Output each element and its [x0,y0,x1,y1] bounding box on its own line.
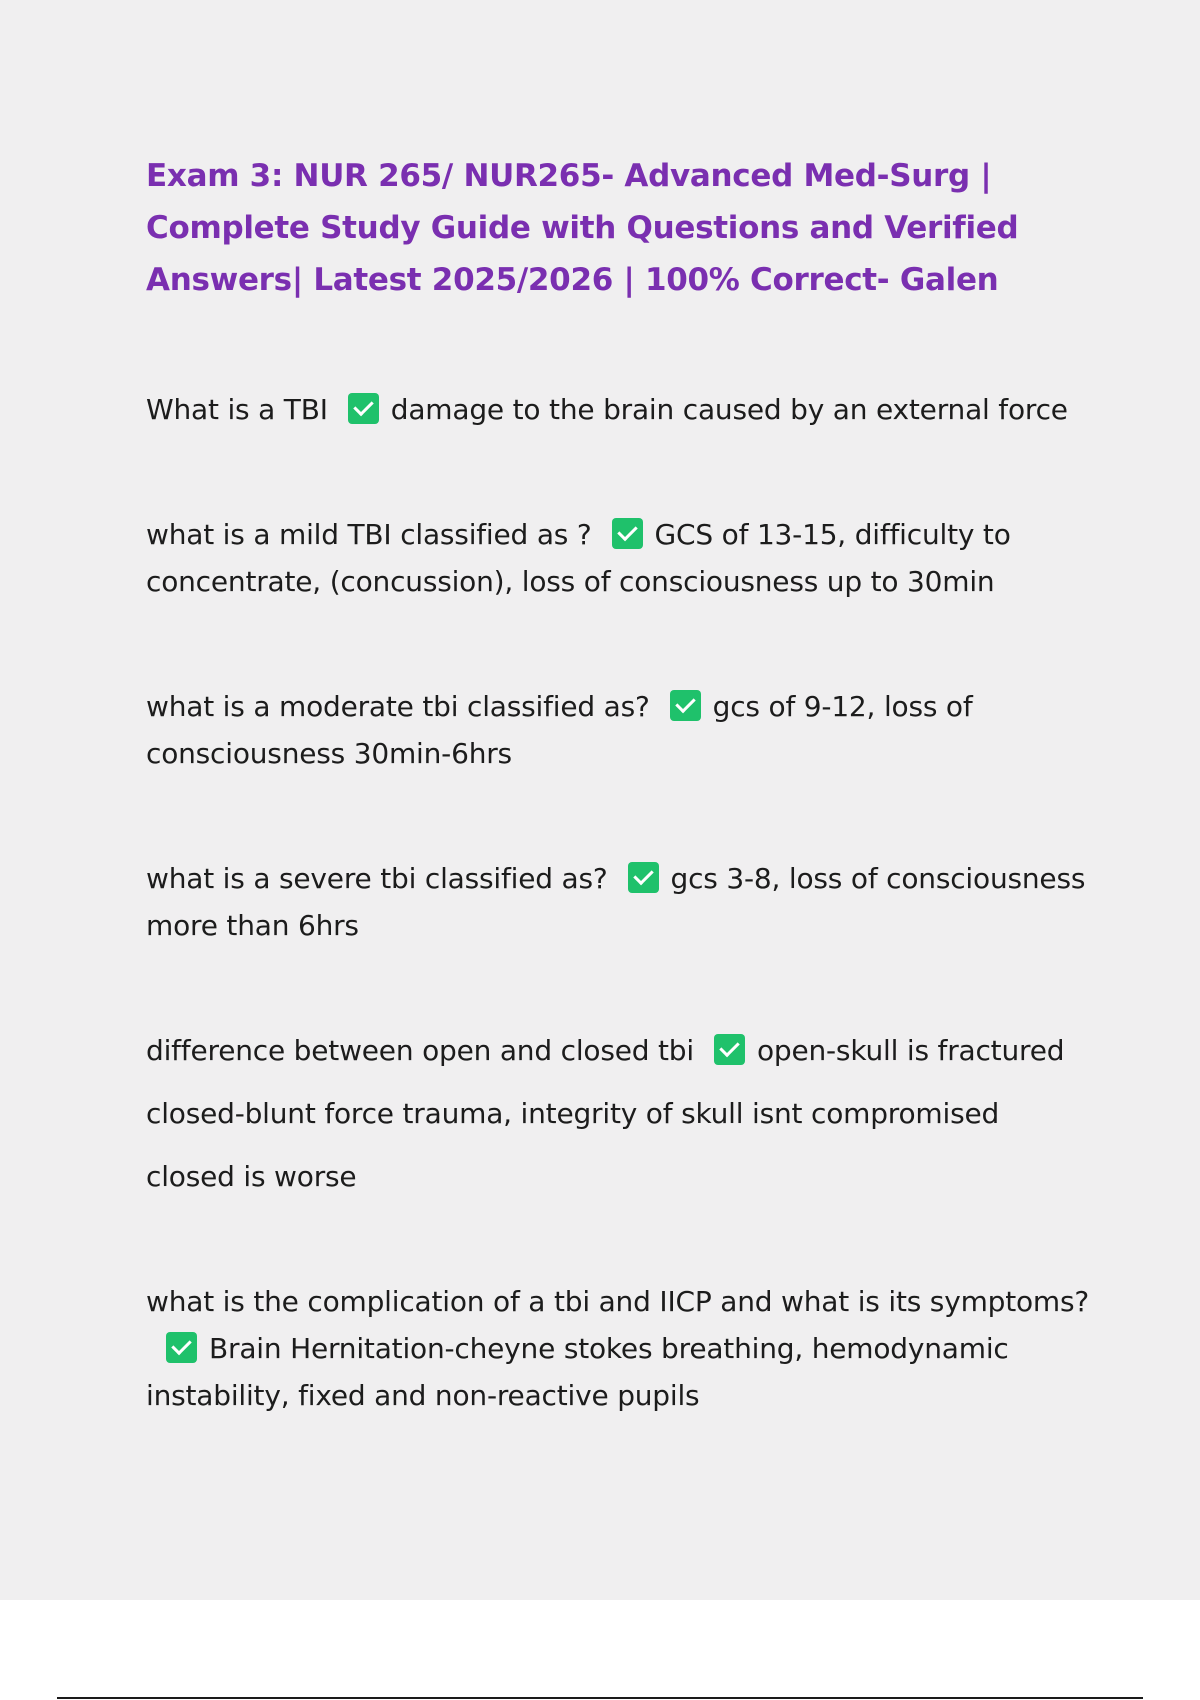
check-box-icon [628,862,659,893]
answer-text: open-skull is fractured [756,1034,1065,1067]
check-box-icon [612,518,643,549]
qa-item [146,1027,1106,1200]
question-text: what is a moderate tbi classified as? [146,690,650,723]
question-text: what is a severe tbi classified as? [146,862,608,895]
qa-item [146,683,1106,777]
answer-text: gcs 3-8, loss of consciousness more than 6hrs [146,862,1086,942]
check-box-icon [670,690,701,721]
answer-text: gcs of 9-12, loss of consciousness 30min-6hrs [146,690,973,770]
qa-item [146,1278,1106,1419]
question-text: What is a TBI [146,393,328,426]
document-title: Exam 3: NUR 265/ NUR265- Advanced Med-Surg | Complete Study Guide with Questions and Verified Answers| Latest 2025/2026 | 100% Correct- Galen [146,158,1019,298]
page-content [146,150,1106,1497]
answer-text: damage to the brain caused by an external force [390,393,1068,426]
qa-item [146,855,1106,949]
qa-list [146,386,1106,1419]
question-text: what is the complication of a tbi and IICP and what is its symptoms? [146,1285,1090,1318]
answer-text: Brain Hernitation-cheyne stokes breathing, hemodynamic instability, fixed and non-reactive pupils [146,1332,1009,1412]
qa-item [146,511,1106,605]
answer-extra-line: closed-blunt force trauma, integrity of skull isnt compromised [146,1097,1000,1130]
qa-item [146,386,1106,433]
question-text: what is a mild TBI classified as ? [146,518,592,551]
footer-divider [57,1697,1143,1699]
answer-extra-line: closed is worse [146,1160,357,1193]
answer-text: GCS of 13-15, difficulty to concentrate, (concussion), loss of consciousness up to 30min [146,518,1011,598]
question-text: difference between open and closed tbi [146,1034,694,1067]
check-box-icon [714,1034,745,1065]
check-box-icon [348,393,379,424]
check-box-icon [166,1332,197,1363]
